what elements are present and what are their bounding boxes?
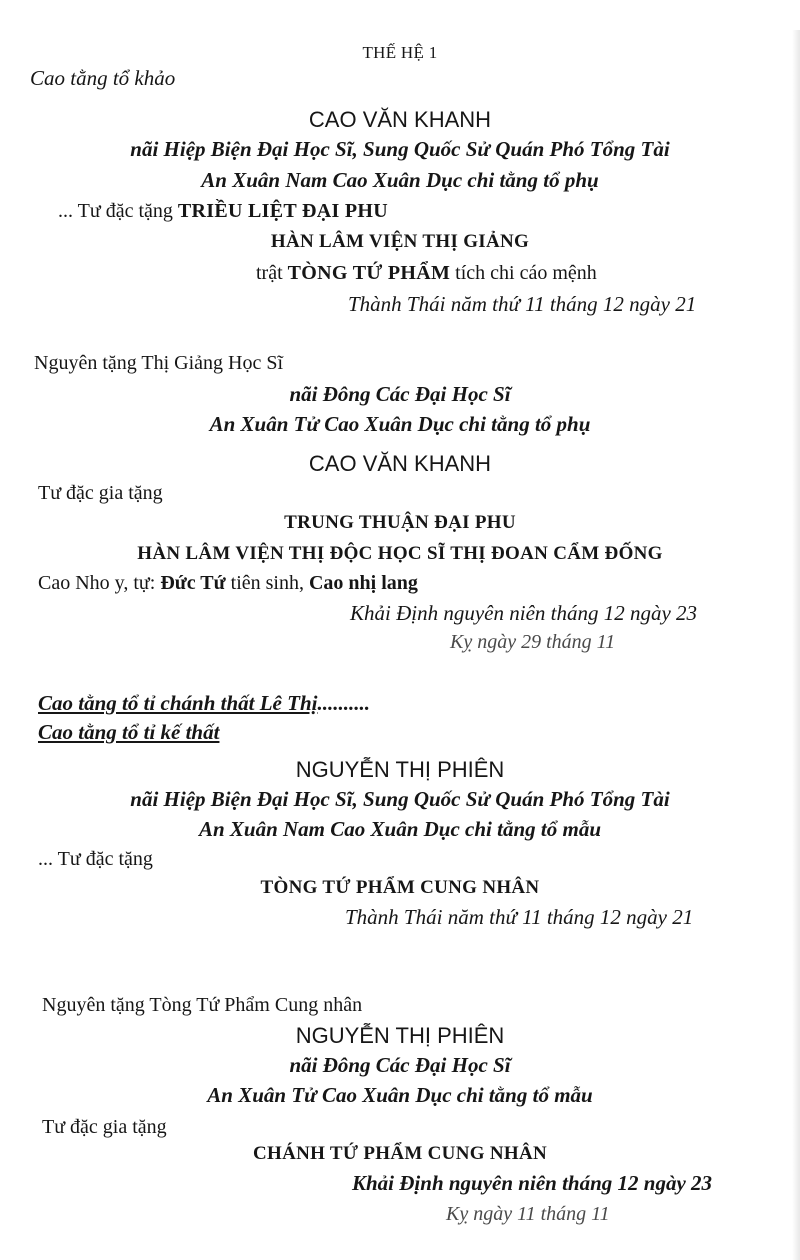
- section2-title2: HÀN LÂM VIỆN THỊ ĐỘC HỌC SĨ THỊ ĐOAN CẨM ĐỐNG: [137, 543, 663, 564]
- section1-conferral-prefix: ... Tư đặc tặng: [58, 200, 178, 222]
- section3-heading-second: Cao tằng tổ tỉ kế thất: [38, 720, 220, 744]
- section3-title-line: nãi Hiệp Biện Đại Học Sĩ, Sung Quốc Sử Quán Phó Tổng Tài: [130, 787, 670, 811]
- section1-rank-prefix: trật: [256, 262, 288, 284]
- section1-relation-line: An Xuân Nam Cao Xuân Dục chi tằng tổ phụ: [201, 168, 599, 192]
- section2-alias-nick: Cao nhị lang: [308, 572, 418, 594]
- section2-death-date: Kỵ ngày 29 tháng 11: [450, 631, 616, 653]
- section4-date: Khải Định nguyên niên tháng 12 ngày 23: [352, 1171, 713, 1195]
- section4-death-date: Kỵ ngày 11 tháng 11: [446, 1203, 610, 1225]
- section4-intro: Nguyên tặng Tòng Tứ Phẩm Cung nhân: [42, 994, 363, 1016]
- section4-rank-title: CHÁNH TỨ PHẨM CUNG NHÂN: [253, 1143, 547, 1164]
- section1-rank-suffix: tích chi cáo mệnh: [450, 262, 597, 284]
- section3-heading-main: [38, 693, 370, 714]
- section2-title-line: nãi Đông Các Đại Học Sĩ: [289, 382, 511, 406]
- section2-title1: TRUNG THUẬN ĐẠI PHU: [284, 512, 516, 533]
- section2-conferral: Tư đặc gia tặng: [38, 482, 163, 504]
- section1-conferral: [58, 201, 388, 221]
- section3-name: NGUYỄN THỊ PHIÊN: [295, 757, 505, 782]
- section3-relation-line: An Xuân Nam Cao Xuân Dục chi tằng tổ mẫu: [198, 817, 602, 841]
- section2-relation-line: An Xuân Tử Cao Xuân Dục chi tằng tổ phụ: [209, 412, 591, 436]
- section2-alias-prefix: Cao Nho y, tự:: [38, 572, 161, 594]
- section4-name: NGUYỄN THỊ PHIÊN: [295, 1023, 505, 1048]
- section4-title-line: nãi Đông Các Đại Học Sĩ: [289, 1053, 511, 1077]
- section4-relation-line: An Xuân Tử Cao Xuân Dục chi tằng tổ mẫu: [207, 1083, 593, 1107]
- section1-name: CAO VĂN KHANH: [308, 107, 492, 132]
- section2-date: Khải Định nguyên niên tháng 12 ngày 23: [350, 601, 698, 625]
- generation-header: THẾ HỆ 1: [362, 43, 438, 62]
- section1-office: HÀN LÂM VIỆN THỊ GIẢNG: [270, 231, 530, 252]
- section1-rank: TÒNG TỨ PHẨM: [287, 262, 451, 284]
- section3-conferral: ... Tư đặc tặng: [38, 848, 153, 870]
- section1-conferral-title: TRIỀU LIỆT ĐẠI PHU: [177, 200, 388, 222]
- section1-title-line: nãi Hiệp Biện Đại Học Sĩ, Sung Quốc Sử Quán Phó Tổng Tài: [130, 137, 670, 161]
- section2-name: CAO VĂN KHANH: [308, 451, 492, 476]
- section3-heading-dots: ..........: [317, 691, 370, 715]
- section4-conferral: Tư đặc gia tặng: [42, 1116, 167, 1138]
- section2-alias-mid: tiên sinh,: [225, 572, 309, 594]
- section1-heading: Cao tằng tổ khảo: [30, 66, 176, 90]
- section3-heading-main-text: Cao tằng tổ tỉ chánh thất Lê Thị: [38, 691, 318, 715]
- section3-rank-title: TÒNG TỨ PHẨM CUNG NHÂN: [260, 877, 540, 898]
- section3-date: Thành Thái năm thứ 11 tháng 12 ngày 21: [345, 905, 694, 929]
- section2-intro: Nguyên tặng Thị Giảng Học Sĩ: [34, 352, 284, 374]
- section2-alias-name: Đức Tứ: [160, 572, 226, 594]
- section2-alias-line: [38, 573, 418, 593]
- section1-date: Thành Thái năm thứ 11 tháng 12 ngày 21: [348, 292, 697, 316]
- section1-rank-line: [256, 263, 597, 283]
